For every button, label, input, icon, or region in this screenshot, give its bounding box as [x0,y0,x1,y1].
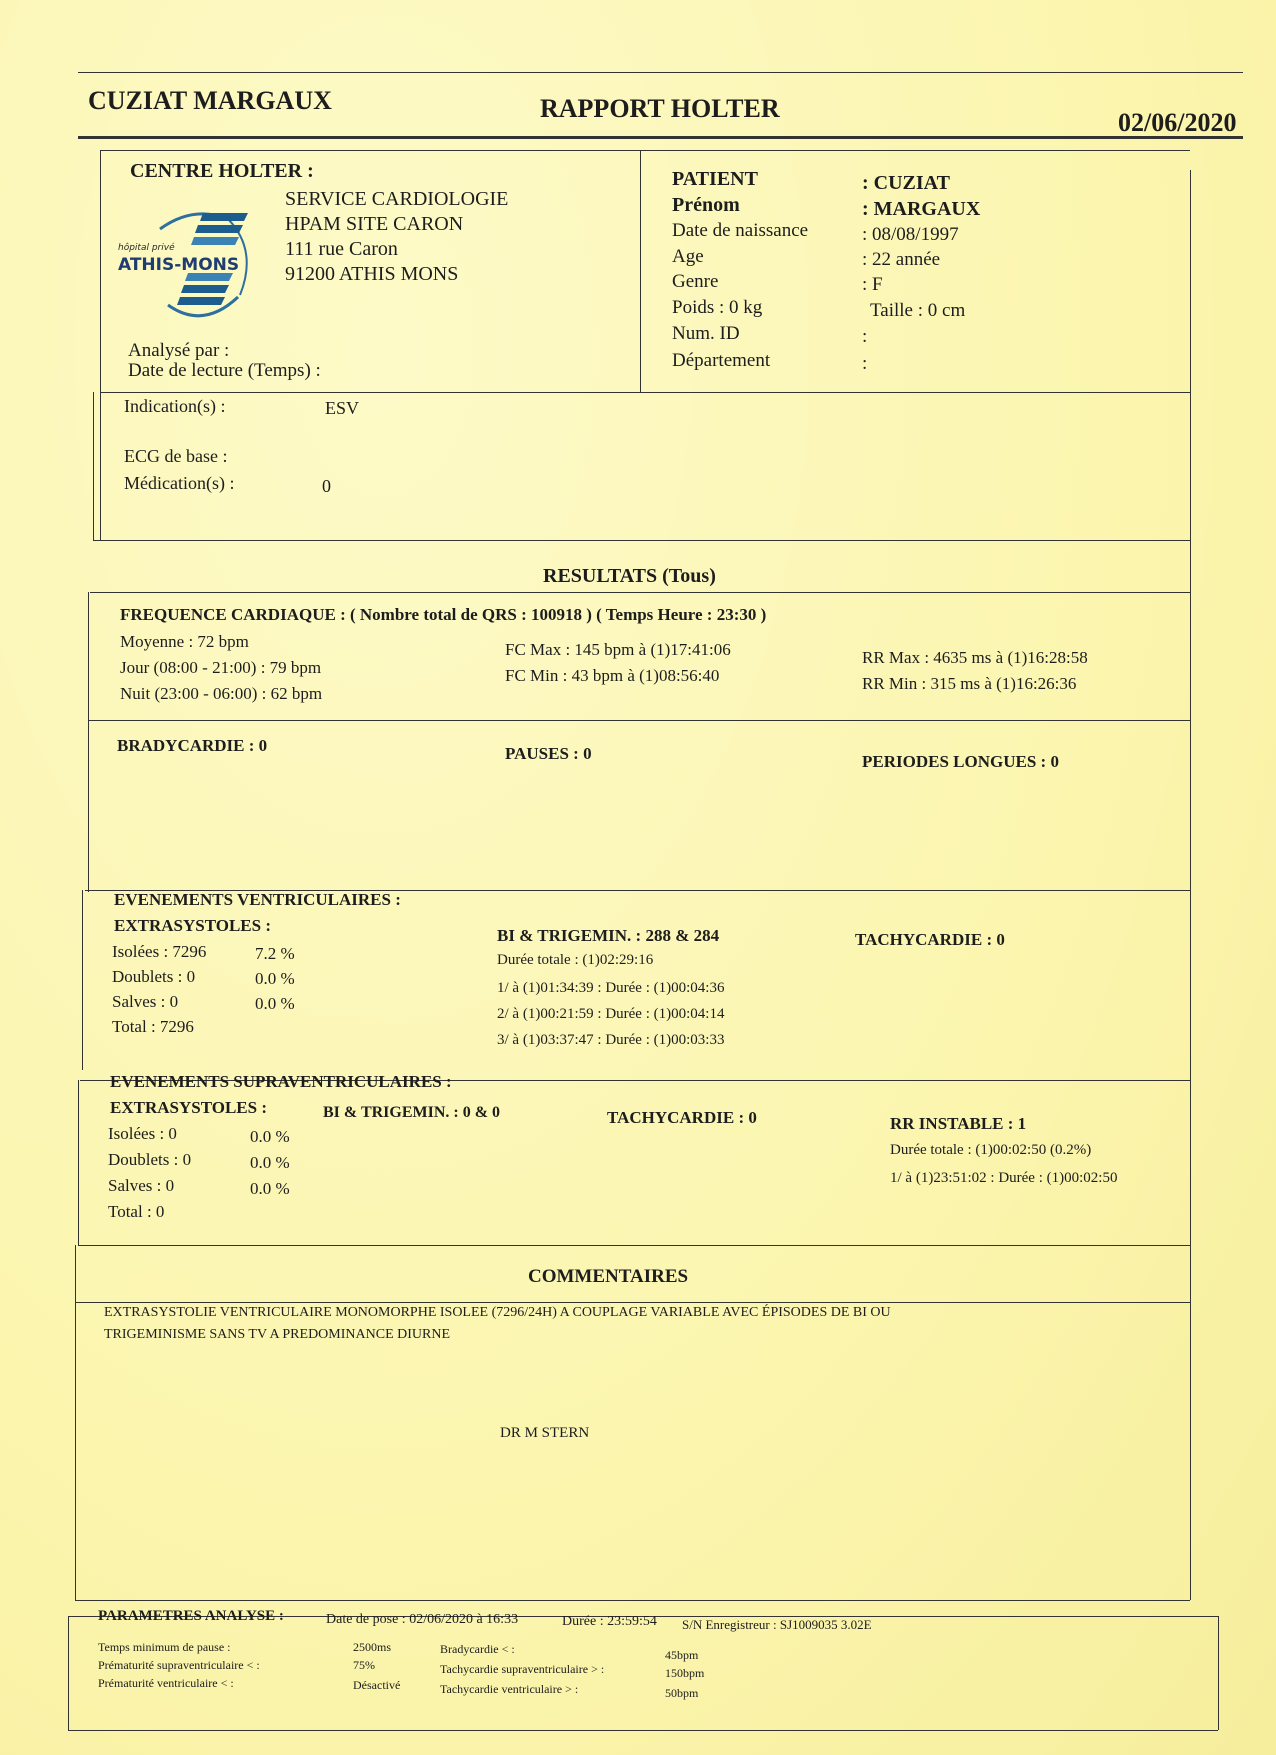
header-patient-name: CUZIAT MARGAUX [88,86,332,115]
param-row-2-label: Prématurité supraventriculaire < : [98,1658,260,1672]
param-row-1-value2: 45bpm [665,1648,699,1662]
supra-doublets-pct: 0.0 % [250,1153,290,1172]
supra-salves-pct: 0.0 % [250,1179,290,1198]
naissance-value: : 08/08/1997 [862,224,959,245]
medication-label: Médication(s) : [124,473,235,493]
centre-line-1: SERVICE CARDIOLOGIE [285,188,509,210]
ventriculaire-bi-line-2: 1/ à (1)01:34:39 : Durée : (1)00:04:36 [497,980,725,996]
report-date: 02/06/2020 [1118,108,1237,137]
centre-line-3: 111 rue Caron [285,238,398,260]
ventriculaire-salves-pct: 0.0 % [255,994,295,1013]
param-row-2-label2: Tachycardie supraventriculaire > : [440,1662,605,1676]
fc-min: FC Min : 43 bpm à (1)08:56:40 [505,666,720,685]
ventriculaire-isolees-pct: 7.2 % [255,944,295,963]
ventriculaire-doublets: Doublets : 0 [112,967,196,986]
param-row-1-label2: Bradycardie < : [440,1642,515,1656]
genre-label: Genre [672,271,719,292]
param-row-3-label: Prématurité ventriculaire < : [98,1676,234,1690]
ventriculaire-salves: Salves : 0 [112,992,179,1011]
ventriculaire-extra-title: EXTRASYSTOLES : [114,916,271,935]
frequence-nuit: Nuit (23:00 - 06:00) : 62 bpm [120,684,323,703]
logo-small-text: hôpital privé [118,243,175,253]
logo-big-text: ATHIS-MONS [118,255,240,275]
rr-max: RR Max : 4635 ms à (1)16:28:58 [862,648,1088,667]
supra-total: Total : 0 [108,1202,165,1221]
genre-value: : F [862,274,883,295]
frequence-title: FREQUENCE CARDIAQUE : ( Nombre total de QRS : 100918 ) ( Temps Heure : 23:30 ) [120,605,767,624]
frequence-moyenne: Moyenne : 72 bpm [120,632,249,651]
supra-isolees: Isolées : 0 [108,1124,177,1143]
departement-value: : [862,353,868,374]
supra-bi-title: BI & TRIGEMIN. : 0 & 0 [323,1104,501,1121]
pauses: PAUSES : 0 [505,744,592,763]
prenom-label: Prénom [672,194,740,216]
supra-isolees-pct: 0.0 % [250,1127,290,1146]
ventriculaire-bi-line-3: 2/ à (1)00:21:59 : Durée : (1)00:04:14 [497,1006,725,1022]
frequence-jour: Jour (08:00 - 21:00) : 79 bpm [120,658,322,677]
poids-label: Poids : 0 kg [672,297,763,318]
supra-title: EVENEMENTS SUPRAVENTRICULAIRES : [110,1072,452,1091]
indication-label: Indication(s) : [124,396,226,416]
supra-salves: Salves : 0 [108,1176,175,1195]
commentaires-title: COMMENTAIRES [528,1266,689,1287]
patient-label: PATIENT [672,168,758,190]
taille-value: Taille : 0 cm [870,300,966,321]
rr-min: RR Min : 315 ms à (1)16:26:36 [862,674,1077,693]
ventriculaire-title: EVENEMENTS VENTRICULAIRES : [114,890,401,909]
ventriculaire-tachy: TACHYCARDIE : 0 [855,930,1005,949]
duree: Durée : 23:59:54 [562,1614,657,1629]
centre-line-4: 91200 ATHIS MONS [285,263,459,285]
fc-max: FC Max : 145 bpm à (1)17:41:06 [505,640,731,659]
ventriculaire-doublets-pct: 0.0 % [255,969,295,988]
departement-label: Département [672,350,771,371]
analyse-par-label: Analysé par : [128,340,230,361]
prenom-value: : MARGAUX [862,198,981,220]
param-row-3-value: Désactivé [353,1678,401,1692]
hospital-logo [118,205,268,323]
patient-value: : CUZIAT [862,172,950,194]
periodes-longues: PERIODES LONGUES : 0 [862,752,1059,771]
age-value: : 22 année [862,249,941,270]
date-pose: Date de pose : 02/06/2020 à 16:33 [326,1612,519,1627]
param-row-2-value2: 150bpm [665,1666,705,1680]
age-label: Age [672,246,704,267]
rr-instable-title: RR INSTABLE : 1 [890,1114,1027,1133]
supra-tachy: TACHYCARDIE : 0 [607,1108,757,1127]
param-row-3-value2: 50bpm [665,1686,699,1700]
rr-instable-line-2: 1/ à (1)23:51:02 : Durée : (1)00:02:50 [890,1170,1118,1186]
sn-enregistreur: S/N Enregistreur : SJ1009035 3.02E [682,1617,872,1632]
param-row-3-label2: Tachycardie ventriculaire > : [440,1682,579,1696]
parametres-title: PARAMETRES ANALYSE : [98,1608,284,1624]
ventriculaire-bi-line-4: 3/ à (1)03:37:47 : Durée : (1)00:03:33 [497,1032,725,1048]
commentaires-line-2: TRIGEMINISME SANS TV A PREDOMINANCE DIURNE [104,1327,451,1342]
naissance-label: Date de naissance [672,220,809,241]
medication-value: 0 [322,476,331,496]
rr-instable-line-1: Durée totale : (1)00:02:50 (0.2%) [890,1142,1092,1158]
bradycardie: BRADYCARDIE : 0 [117,736,268,755]
centre-label: CENTRE HOLTER : [130,160,314,182]
num-id-value: : [862,326,868,347]
supra-doublets: Doublets : 0 [108,1150,192,1169]
commentaires-line-1: EXTRASYSTOLIE VENTRICULAIRE MONOMORPHE ISOLEE (7296/24H) A COUPLAGE VARIABLE AVEC ÉPISODES DE BI OU [104,1305,891,1320]
report-title: RAPPORT HOLTER [540,94,780,123]
ventriculaire-total: Total : 7296 [112,1017,194,1036]
centre-line-2: HPAM SITE CARON [285,213,464,235]
signature: DR M STERN [500,1425,590,1441]
ventriculaire-bi-title: BI & TRIGEMIN. : 288 & 284 [497,926,720,945]
ventriculaire-isolees: Isolées : 7296 [112,942,207,961]
ventriculaire-bi-line-1: Durée totale : (1)02:29:16 [497,952,654,968]
param-row-2-value: 75% [353,1658,375,1672]
date-lecture-label: Date de lecture (Temps) : [128,360,321,381]
resultats-title: RESULTATS (Tous) [543,565,716,587]
indication-value: ESV [325,398,360,418]
supra-extra-title: EXTRASYSTOLES : [110,1098,267,1117]
ecg-label: ECG de base : [124,446,228,466]
param-row-1-value: 2500ms [353,1640,392,1654]
param-row-1-label: Temps minimum de pause : [98,1640,231,1654]
num-id-label: Num. ID [672,323,740,344]
